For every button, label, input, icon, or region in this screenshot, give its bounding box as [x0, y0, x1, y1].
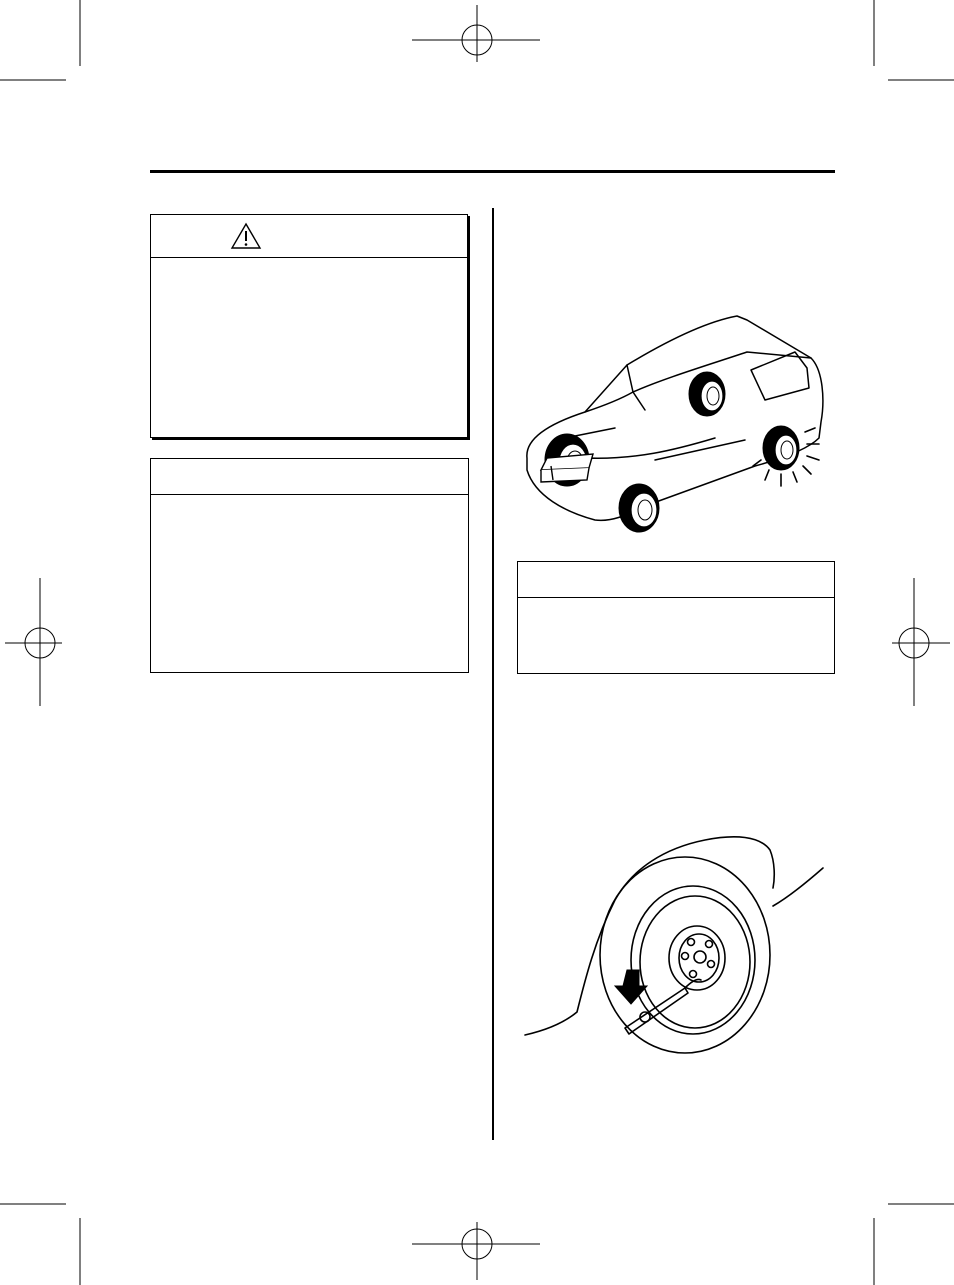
- note-box-right-header: [518, 562, 834, 598]
- note-box-left-body: [151, 495, 468, 672]
- header-rule: [150, 170, 835, 173]
- warning-box-body: [151, 258, 467, 437]
- note-box-right-body: [518, 598, 834, 673]
- note-box-right: [517, 561, 835, 674]
- column-divider: [492, 208, 494, 1140]
- vehicle-wheel-blocked-illustration: [515, 310, 835, 540]
- note-box-left-header: [151, 459, 468, 495]
- arrow-down-icon: [615, 970, 647, 1004]
- warning-triangle-icon: [231, 223, 261, 249]
- lug-wrench-illustration: [525, 830, 830, 1060]
- warning-box: [150, 214, 468, 438]
- note-box-left: [150, 458, 469, 673]
- warning-box-header: [151, 215, 467, 258]
